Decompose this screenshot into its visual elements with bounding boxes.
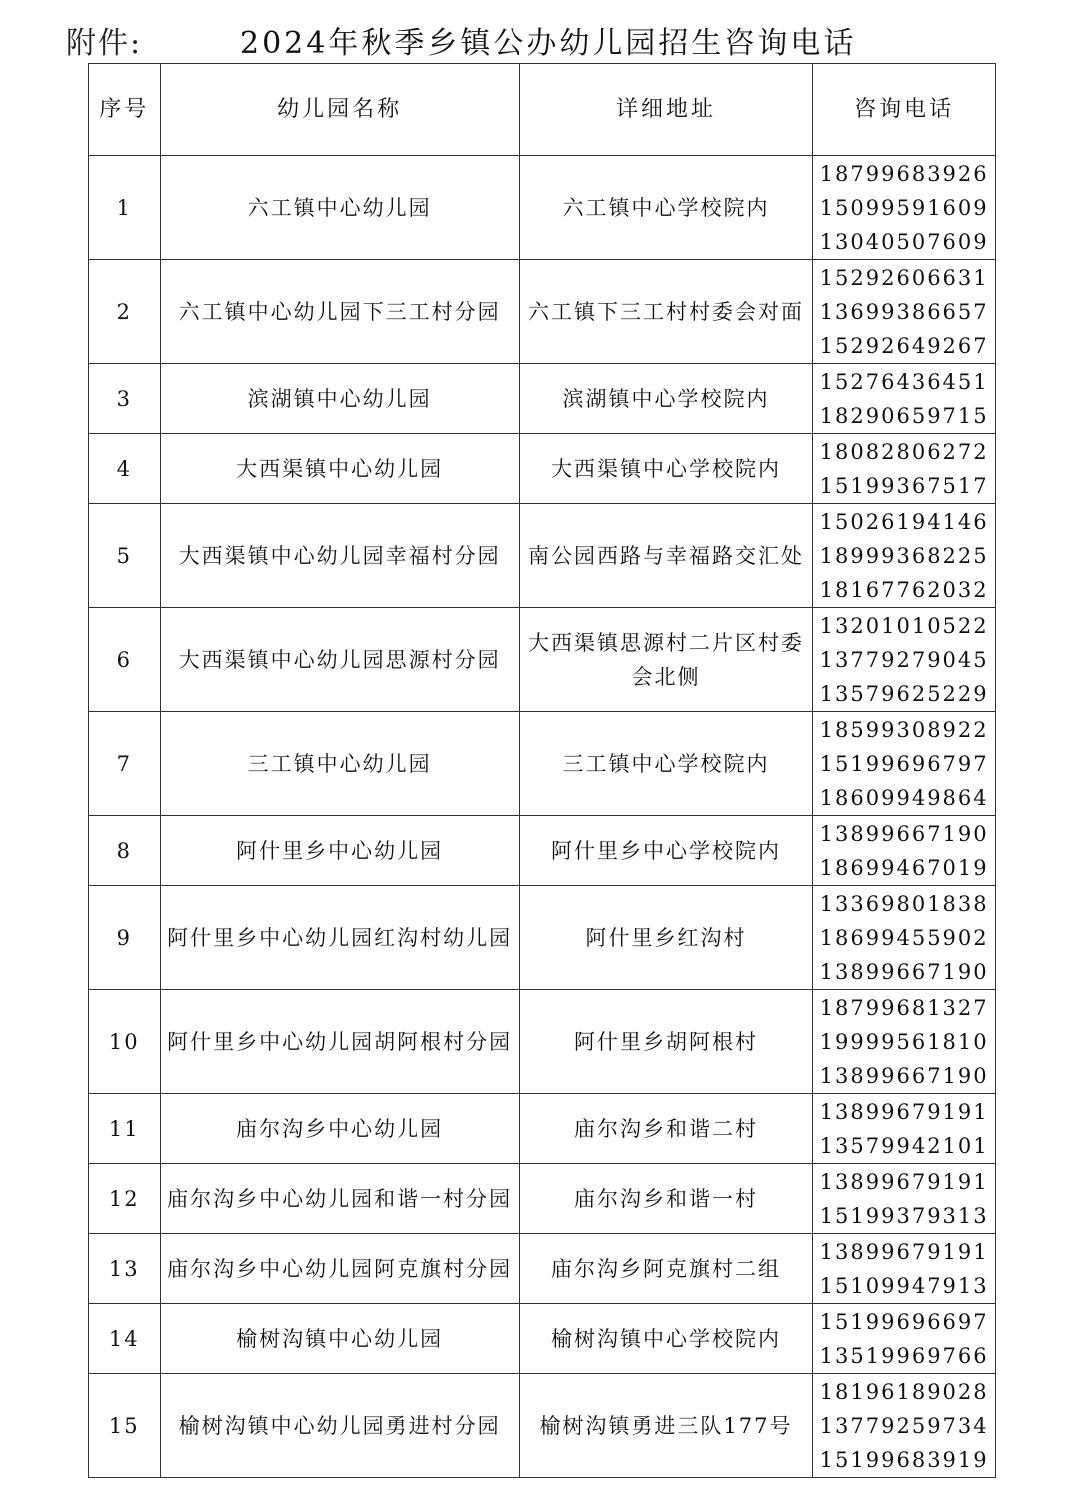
phone-number: 19999561810 <box>819 1029 989 1054</box>
address-cell: 大西渠镇中心学校院内 <box>519 434 813 504</box>
kindergarten-name-cell: 滨湖镇中心幼儿园 <box>160 364 519 434</box>
phone-number: 18599308922 <box>819 717 989 742</box>
table-body <box>89 156 996 1478</box>
header-cell-kindergarten-name: 幼儿园名称 <box>160 64 519 156</box>
table-row <box>89 1234 996 1304</box>
row-number-cell: 5 <box>89 504 161 608</box>
header-cell-address: 详细地址 <box>519 64 813 156</box>
phone-cell <box>813 1094 996 1164</box>
phone-number: 13899679191 <box>819 1169 989 1194</box>
phone-number: 18082806272 <box>819 439 989 464</box>
phone-cell <box>813 1234 996 1304</box>
phone-cell <box>813 1374 996 1478</box>
kindergarten-name-cell: 大西渠镇中心幼儿园幸福村分园 <box>160 504 519 608</box>
table-row <box>89 260 996 364</box>
row-number-cell: 14 <box>89 1304 161 1374</box>
table-row <box>89 1094 996 1164</box>
document-title: 2024年秋季乡镇公办幼儿园招生咨询电话 <box>240 26 857 61</box>
phone-cell <box>813 1304 996 1374</box>
table-row <box>89 1374 996 1478</box>
phone-number: 13899679191 <box>819 1099 989 1124</box>
phone-number: 15199683919 <box>819 1447 989 1472</box>
enrollment-phone-table <box>88 63 996 1478</box>
address-cell: 六工镇下三工村村委会对面 <box>519 260 813 364</box>
row-number-cell: 6 <box>89 608 161 712</box>
kindergarten-name-cell: 三工镇中心幼儿园 <box>160 712 519 816</box>
attachment-label: 附件: <box>66 26 143 61</box>
phone-cell <box>813 1164 996 1234</box>
table-row <box>89 1164 996 1234</box>
table-row <box>89 434 996 504</box>
table-row <box>89 156 996 260</box>
table-row <box>89 504 996 608</box>
phone-number: 13519969766 <box>819 1343 989 1368</box>
phone-number: 13899667190 <box>819 1063 989 1088</box>
kindergarten-name-cell: 榆树沟镇中心幼儿园 <box>160 1304 519 1374</box>
table-row <box>89 816 996 886</box>
row-number-cell: 13 <box>89 1234 161 1304</box>
phone-number: 18699455902 <box>819 925 989 950</box>
row-number-cell: 15 <box>89 1374 161 1478</box>
kindergarten-name-cell: 大西渠镇中心幼儿园思源村分园 <box>160 608 519 712</box>
kindergarten-name-cell: 大西渠镇中心幼儿园 <box>160 434 519 504</box>
row-number-cell: 3 <box>89 364 161 434</box>
row-number-cell: 7 <box>89 712 161 816</box>
phone-number: 15099591609 <box>819 195 989 220</box>
phone-number: 18699467019 <box>819 855 989 880</box>
phone-cell <box>813 816 996 886</box>
phone-number: 15199379313 <box>819 1203 989 1228</box>
phone-number: 15199696697 <box>819 1309 989 1334</box>
document-heading <box>0 14 1080 62</box>
kindergarten-name-cell: 榆树沟镇中心幼儿园勇进村分园 <box>160 1374 519 1478</box>
row-number-cell: 8 <box>89 816 161 886</box>
table-row <box>89 364 996 434</box>
phone-cell <box>813 504 996 608</box>
header-cell-number: 序号 <box>89 64 161 156</box>
kindergarten-name-cell: 庙尔沟乡中心幼儿园 <box>160 1094 519 1164</box>
table-row <box>89 712 996 816</box>
row-number-cell: 2 <box>89 260 161 364</box>
address-cell: 榆树沟镇勇进三队177号 <box>519 1374 813 1478</box>
phone-number: 13579942101 <box>819 1133 989 1158</box>
phone-number: 15199696797 <box>819 751 989 776</box>
phone-number: 18799681327 <box>819 995 989 1020</box>
kindergarten-name-cell: 阿什里乡中心幼儿园 <box>160 816 519 886</box>
phone-cell <box>813 260 996 364</box>
phone-number: 13040507609 <box>819 229 989 254</box>
phone-number: 13899667190 <box>819 821 989 846</box>
kindergarten-name-cell: 阿什里乡中心幼儿园胡阿根村分园 <box>160 990 519 1094</box>
phone-number: 13779279045 <box>819 647 989 672</box>
phone-cell <box>813 156 996 260</box>
phone-cell <box>813 712 996 816</box>
phone-number: 13369801838 <box>819 891 989 916</box>
row-number-cell: 10 <box>89 990 161 1094</box>
address-cell: 大西渠镇思源村二片区村委会北侧 <box>519 608 813 712</box>
address-cell: 滨湖镇中心学校院内 <box>519 364 813 434</box>
phone-number: 15109947913 <box>819 1273 989 1298</box>
phone-cell <box>813 608 996 712</box>
phone-number: 13201010522 <box>819 613 989 638</box>
phone-number: 18799683926 <box>819 161 989 186</box>
row-number-cell: 9 <box>89 886 161 990</box>
phone-number: 15199367517 <box>819 473 989 498</box>
phone-number: 18167762032 <box>819 577 989 602</box>
phone-cell <box>813 364 996 434</box>
header-cell-phone: 咨询电话 <box>813 64 996 156</box>
address-cell: 榆树沟镇中心学校院内 <box>519 1304 813 1374</box>
table-row <box>89 886 996 990</box>
address-cell: 庙尔沟乡阿克旗村二组 <box>519 1234 813 1304</box>
phone-number: 15026194146 <box>819 509 989 534</box>
address-cell: 阿什里乡中心学校院内 <box>519 816 813 886</box>
address-cell: 阿什里乡红沟村 <box>519 886 813 990</box>
phone-number: 13899667190 <box>819 959 989 984</box>
row-number-cell: 1 <box>89 156 161 260</box>
phone-number: 13699386657 <box>819 299 989 324</box>
row-number-cell: 12 <box>89 1164 161 1234</box>
table-row <box>89 608 996 712</box>
kindergarten-name-cell: 阿什里乡中心幼儿园红沟村幼儿园 <box>160 886 519 990</box>
phone-number: 15276436451 <box>819 369 989 394</box>
table-row <box>89 1304 996 1374</box>
kindergarten-name-cell: 庙尔沟乡中心幼儿园和谐一村分园 <box>160 1164 519 1234</box>
kindergarten-name-cell: 庙尔沟乡中心幼儿园阿克旗村分园 <box>160 1234 519 1304</box>
phone-number: 18999368225 <box>819 543 989 568</box>
row-number-cell: 11 <box>89 1094 161 1164</box>
phone-number: 18196189028 <box>819 1379 989 1404</box>
phone-number: 15292649267 <box>819 333 989 358</box>
address-cell: 庙尔沟乡和谐一村 <box>519 1164 813 1234</box>
phone-number: 13779259734 <box>819 1413 989 1438</box>
phone-number: 18609949864 <box>819 785 989 810</box>
table-row <box>89 990 996 1094</box>
address-cell: 阿什里乡胡阿根村 <box>519 990 813 1094</box>
address-cell: 六工镇中心学校院内 <box>519 156 813 260</box>
address-cell: 三工镇中心学校院内 <box>519 712 813 816</box>
phone-cell <box>813 990 996 1094</box>
address-cell: 庙尔沟乡和谐二村 <box>519 1094 813 1164</box>
phone-number: 13579625229 <box>819 681 989 706</box>
phone-number: 13899679191 <box>819 1239 989 1264</box>
phone-number: 15292606631 <box>819 265 989 290</box>
kindergarten-name-cell: 六工镇中心幼儿园下三工村分园 <box>160 260 519 364</box>
phone-cell <box>813 434 996 504</box>
phone-number: 18290659715 <box>819 403 989 428</box>
table-header-row <box>89 64 996 156</box>
phone-cell <box>813 886 996 990</box>
address-cell: 南公园西路与幸福路交汇处 <box>519 504 813 608</box>
row-number-cell: 4 <box>89 434 161 504</box>
kindergarten-name-cell: 六工镇中心幼儿园 <box>160 156 519 260</box>
